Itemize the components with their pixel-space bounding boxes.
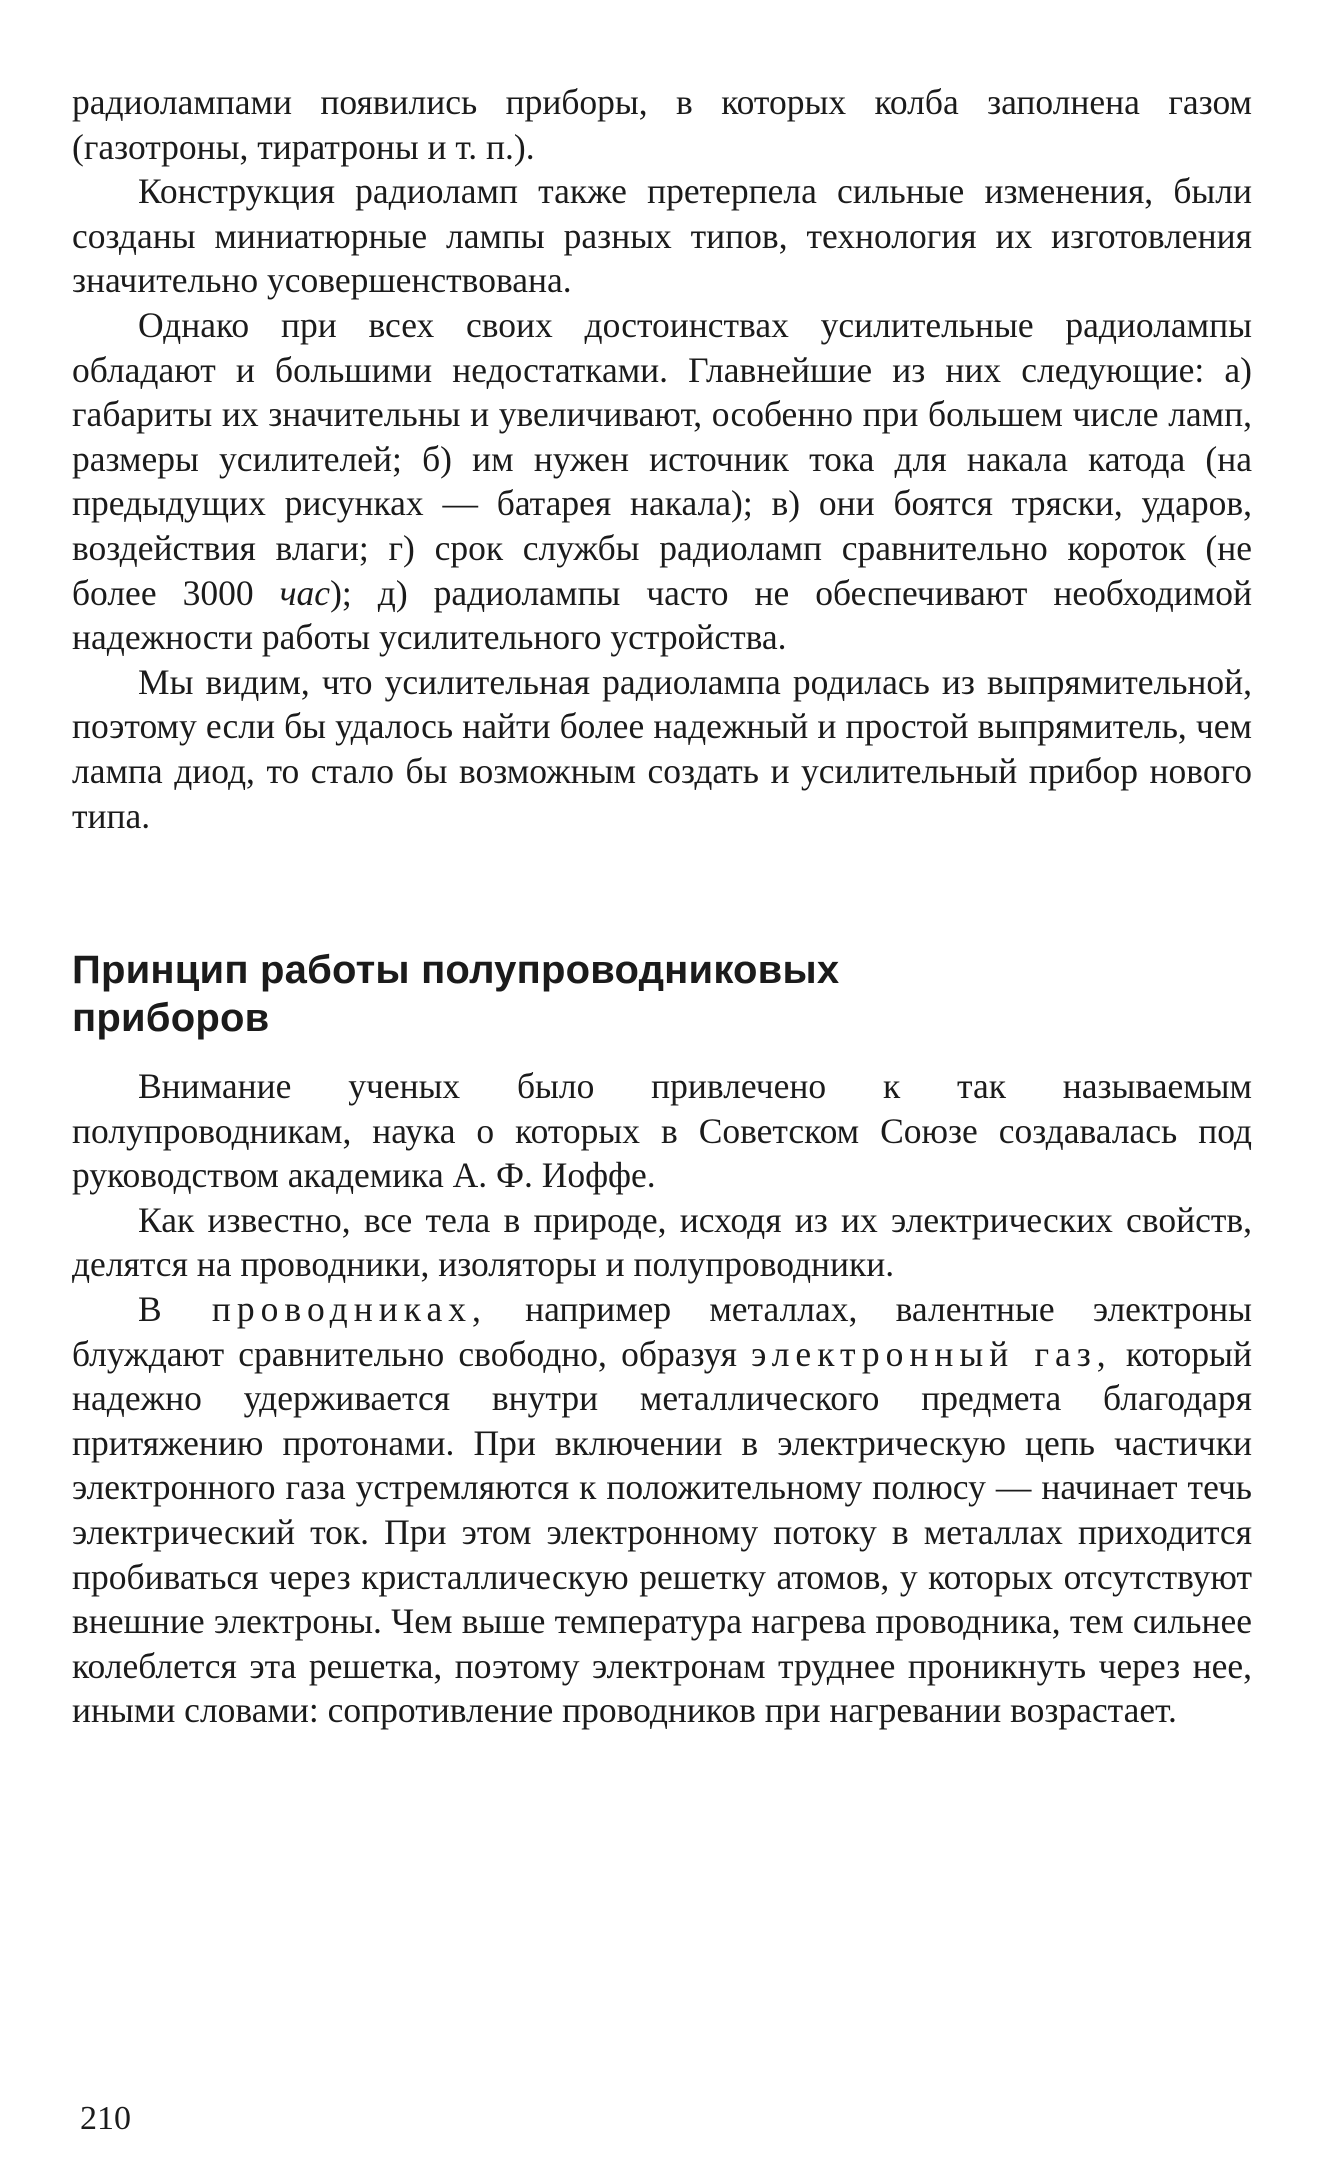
paragraph-gas-lamps: радиолампами появились приборы, в которых колба заполнена газом (газотроны, тиратроны и т. п.). <box>72 82 1252 167</box>
page-number: 210 <box>80 2100 131 2137</box>
paragraph-classification: Как известно, все тела в природе, исходя из их электрических свойств, делятся на проводники, изоляторы и полупроводники. <box>72 1199 1252 1285</box>
unit-hours: час <box>279 572 331 613</box>
term-conductors: В проводниках, <box>138 1289 487 1330</box>
section-heading: Принцип работы полупроводниковых приборов <box>72 948 840 1041</box>
paragraph-rectifier: Мы видим, что усилительная радиолампа родилась из выпрямительной, поэтому если бы удалось найти более надежный и простой выпрямитель, чем лампа диод, то стало бы возможным создать и усилительный прибор нового типа. <box>72 661 1252 836</box>
term-electron-gas: электронный газ, <box>751 1333 1112 1374</box>
paragraph-construction: Конструкция радиоламп также претерпела сильные изменения, были созданы миниатюрные лампы разных типов, технология их изготовления значительно усовершенствована. <box>72 171 1252 301</box>
book-page <box>72 80 1252 1733</box>
disadvantages-text-end: ); д) радиолампы часто не обеспечивают необходимой надежности работы усилительного устройства. <box>72 572 1252 658</box>
paragraph-conductors <box>72 1287 1252 1733</box>
paragraph-semiconductors-intro: Внимание ученых было привлечено к так называемым полупроводникам, наука о которых в Советском Союзе создавалась под руководством академика А. Ф. Иоффе. <box>72 1066 1252 1196</box>
paragraph-disadvantages <box>72 303 1252 660</box>
disadvantages-text: Однако при всех своих достоинствах усилительные радиолампы обладают и большими недостатками. Главнейшие из них следующие: а) габариты их значительны и увеличивают, особенно при большем числе ламп, размеры усилителей; б) им нужен источник тока для накала катода (на предыдущих рисунках — батарея накала); в) они боятся тряски, ударов, воздействия влаги; г) срок службы радиоламп сравнительно короток (не более 3000 <box>72 304 1252 613</box>
conductors-text-2: который надежно удерживается внутри металлического предмета благодаря притяжению протонами. При включении в электрическую цепь частички электронного газа устремляются к положительному полюсу — начинает течь электрический ток. При этом электронному потоку в металлах приходится пробиваться через кристаллическую решетку атомов, у которых отсутствуют внешние электроны. Чем выше температура нагрева проводника, тем сильнее колеблется эта решетка, поэтому электронам труднее проникнуть через нее, иными словами: сопротивление проводников при нагревании возрастает. <box>72 1333 1253 1731</box>
conductors-text-1: например металлах, валентные электроны блуждают сравнительно свободно, образуя <box>72 1289 1252 1374</box>
